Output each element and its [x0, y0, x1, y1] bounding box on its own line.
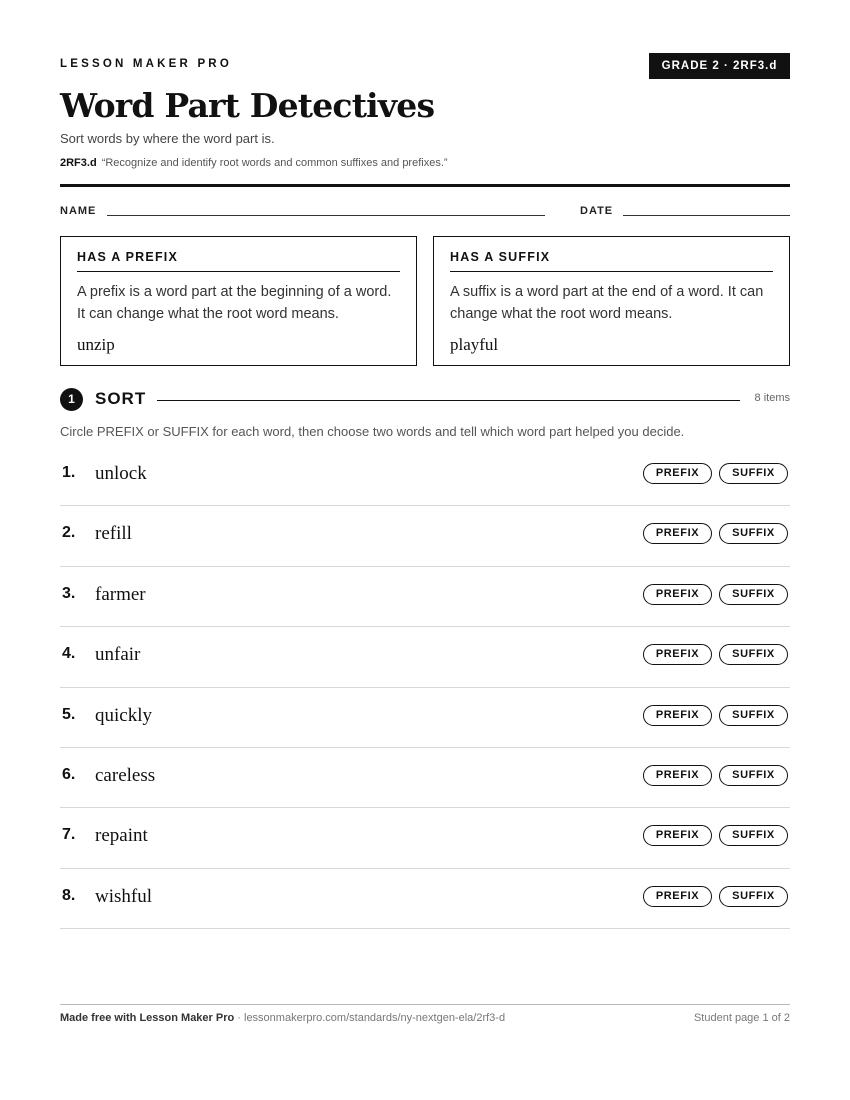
- prefix-option[interactable]: PREFIX: [643, 705, 712, 726]
- suffix-option[interactable]: SUFFIX: [719, 886, 788, 907]
- list-item: [60, 446, 790, 506]
- prefix-definition-box: [60, 236, 417, 366]
- footer-divider: [60, 1004, 790, 1005]
- instructions: Circle PREFIX or SUFFIX for each word, then choose two words and tell which word part helped you decide.: [60, 424, 685, 439]
- list-item: [60, 567, 790, 627]
- standard-text: “Recognize and identify root words and common suffixes and prefixes.”: [101, 157, 448, 169]
- section-header: [60, 388, 790, 412]
- standard-line: [60, 157, 448, 169]
- suffix-option[interactable]: SUFFIX: [719, 765, 788, 786]
- footer-credit: [60, 1012, 505, 1024]
- word-list: [60, 446, 790, 929]
- name-label: NAME: [60, 205, 97, 217]
- name-field[interactable]: [107, 215, 545, 216]
- name-date-row: [60, 205, 790, 219]
- suffix-option[interactable]: SUFFIX: [719, 644, 788, 665]
- prefix-option[interactable]: PREFIX: [643, 523, 712, 544]
- section-title: SORT: [95, 389, 147, 408]
- prefix-option[interactable]: PREFIX: [643, 825, 712, 846]
- item-word: unfair: [95, 644, 141, 666]
- item-number: 5.: [62, 705, 76, 723]
- prefix-option[interactable]: PREFIX: [643, 463, 712, 484]
- item-word: refill: [95, 523, 132, 545]
- item-number: 4.: [62, 645, 76, 663]
- page-title: Word Part Detectives: [60, 86, 435, 125]
- suffix-option[interactable]: SUFFIX: [719, 825, 788, 846]
- suffix-definition-box: [433, 236, 790, 366]
- prefix-option[interactable]: PREFIX: [643, 765, 712, 786]
- brand-name: LESSON MAKER PRO: [60, 58, 232, 70]
- box-example: unzip: [77, 335, 115, 354]
- item-number: 8.: [62, 886, 76, 904]
- item-number: 1.: [62, 464, 76, 481]
- item-word: unlock: [95, 463, 147, 484]
- page-subtitle: Sort words by where the word part is.: [60, 131, 275, 146]
- suffix-option[interactable]: SUFFIX: [719, 523, 788, 544]
- footer-made-with: Made free with Lesson Maker Pro: [60, 1012, 235, 1024]
- prefix-option[interactable]: PREFIX: [643, 644, 712, 665]
- item-number: 2.: [62, 524, 76, 542]
- item-word: wishful: [95, 885, 152, 907]
- section-divider: [157, 400, 740, 401]
- date-field[interactable]: [623, 215, 790, 216]
- item-word: repaint: [95, 825, 148, 847]
- suffix-option[interactable]: SUFFIX: [719, 463, 788, 484]
- footer-url[interactable]: · lessonmakerpro.com/standards/ny-nextgen-ela/2rf3-d: [234, 1012, 506, 1024]
- box-text: A prefix is a word part at the beginning of a word. It can change what the root word means.: [77, 284, 392, 322]
- box-text: A suffix is a word part at the end of a word. It can change what the root word means.: [450, 284, 764, 322]
- item-word: quickly: [95, 704, 152, 726]
- prefix-option[interactable]: PREFIX: [643, 886, 712, 907]
- section-number-badge: 1: [60, 388, 83, 411]
- standard-code: 2RF3.d: [60, 157, 97, 169]
- item-number: 3.: [62, 584, 76, 602]
- box-heading: HAS A PREFIX: [77, 250, 400, 272]
- date-label: DATE: [580, 205, 614, 217]
- item-count: 8 items: [754, 392, 790, 404]
- suffix-option[interactable]: SUFFIX: [719, 705, 788, 726]
- item-word: farmer: [95, 583, 146, 605]
- list-item: [60, 506, 790, 566]
- box-example: playful: [450, 335, 499, 354]
- suffix-option[interactable]: SUFFIX: [719, 584, 788, 605]
- header-divider: [60, 184, 790, 187]
- list-item: [60, 627, 790, 687]
- box-heading: HAS A SUFFIX: [450, 250, 773, 272]
- list-item: [60, 808, 790, 868]
- item-number: 6.: [62, 765, 76, 783]
- item-number: 7.: [62, 826, 76, 844]
- prefix-option[interactable]: PREFIX: [643, 584, 712, 605]
- list-item: [60, 869, 790, 929]
- item-word: careless: [95, 764, 156, 786]
- list-item: [60, 748, 790, 808]
- list-item: [60, 688, 790, 748]
- grade-badge: GRADE 2 · 2RF3.d: [649, 53, 790, 79]
- page-indicator: Student page 1 of 2: [693, 1012, 790, 1024]
